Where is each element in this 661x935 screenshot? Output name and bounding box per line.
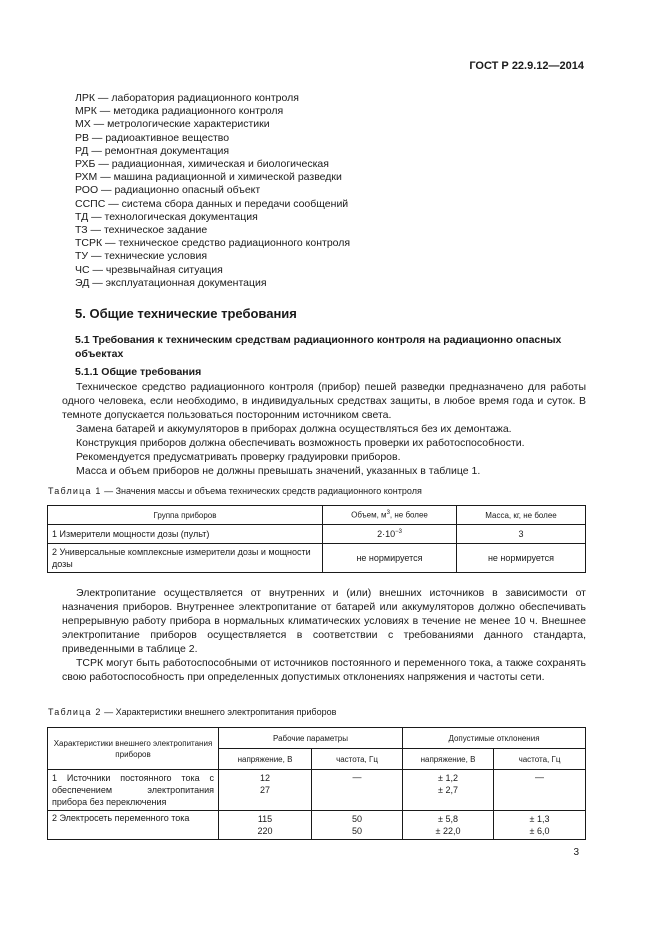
table1-cell-mass: 3 xyxy=(457,525,586,544)
table2-header-characteristic: Характеристики внешнего электропитания приборов xyxy=(48,728,219,770)
table2-cell-dev-voltage xyxy=(403,811,494,840)
table-row xyxy=(48,525,586,544)
table2-header-working: Рабочие параметры xyxy=(219,728,403,749)
value: ± 5,8 xyxy=(438,814,458,824)
table1-header-volume-base: Объем, м xyxy=(351,510,387,520)
table1-cell-group: 2 Универсальные комплексные измерители дозы и мощности дозы xyxy=(48,544,323,573)
table2 xyxy=(47,727,586,840)
table2-header-frequency: частота, Гц xyxy=(312,749,403,770)
value: — xyxy=(535,772,544,782)
paragraph: Масса и объем приборов не должны превышать значений, указанных в таблице 1. xyxy=(76,465,481,477)
abbreviation-item: ЛРК — лаборатория радиационного контроля xyxy=(75,92,299,104)
body-text-block-2 xyxy=(62,586,586,684)
abbreviation-item: РХБ — радиационная, химическая и биологическая xyxy=(75,158,329,171)
table2-caption xyxy=(48,707,336,717)
page-number: 3 xyxy=(573,847,579,858)
section-title: 5. Общие технические требования xyxy=(75,306,297,321)
body-text-block-1 xyxy=(62,380,586,478)
abbreviation-item: ТСРК — техническое средство радиационного контроля xyxy=(75,237,351,250)
table2-header-dev-frequency: частота, Гц xyxy=(494,749,586,770)
table2-cell-name: 2 Электросеть переменного тока xyxy=(48,811,219,840)
value: 115 xyxy=(257,814,273,824)
value: ± 1,2 xyxy=(438,773,458,783)
abbreviation-list xyxy=(75,92,350,290)
value: 220 xyxy=(257,826,273,836)
abbreviation-item: РД — ремонтная документация xyxy=(75,144,230,157)
abbreviation-item: ЭД — эксплуатационная документация xyxy=(75,276,267,289)
abbreviation-item: ССПС — система сбора данных и передачи сообщений xyxy=(75,197,349,210)
paragraph: Конструкция приборов должна обеспечивать возможность проверки их работоспособности. xyxy=(76,437,525,449)
value: 50 xyxy=(351,814,362,824)
abbreviation-item: ТЗ — техническое задание xyxy=(75,224,208,237)
volume-base: 2·10 xyxy=(377,529,396,539)
table-row xyxy=(48,770,586,811)
table-row xyxy=(48,811,586,840)
table-row xyxy=(48,544,586,573)
table2-caption-label: Таблица 2 xyxy=(48,707,102,717)
value: 50 xyxy=(351,826,362,836)
table2-header-dev-voltage: напряжение, В xyxy=(403,749,494,770)
paragraph: Рекомендуется предусматривать проверку градуировки приборов. xyxy=(76,451,401,463)
table1-cell-volume: не нормируется xyxy=(323,544,457,573)
paragraph: Электропитание осуществляется от внутренних и (или) внешних источников в зависимости от назначения приборов. Внутреннее электропитание от батарей или аккумуляторов должно обеспечивать непрерывную работу прибора в нормальных климатических условиях в течение не менее 10 ч. Внешнее электропитание приборов осуществляется в соответствии с требованиями данного стандарта, приведенными в таблице 2. xyxy=(62,587,586,655)
paragraph: Замена батарей и аккумуляторов в приборах должна осуществляться без их демонтажа. xyxy=(76,423,512,435)
abbreviation-item: РВ — радиоактивное вещество xyxy=(75,131,230,144)
table2-cell-dev-voltage xyxy=(403,770,494,811)
table2-cell-voltage xyxy=(219,770,312,811)
table1-header-volume xyxy=(323,506,457,525)
paragraph: Техническое средство радиационного контроля (прибор) пешей разведки предназначено для работы одного человека, если необходимо, в индивидуальных средствах защиты, в любое время года и суток. В темноте допускается пользоваться посторонним источником света. xyxy=(62,381,586,421)
value: ± 22,0 xyxy=(435,826,461,836)
table1-caption xyxy=(48,486,422,496)
table1-header-group: Группа приборов xyxy=(48,506,323,525)
value: ± 1,3 xyxy=(529,814,550,824)
abbreviation-item: РХМ — машина радиационной и химической разведки xyxy=(75,171,342,184)
volume-exponent: −3 xyxy=(395,529,402,535)
table2-cell-voltage xyxy=(219,811,312,840)
table1 xyxy=(47,505,586,573)
table2-header-voltage: напряжение, В xyxy=(219,749,312,770)
table1-cell-mass: не нормируется xyxy=(457,544,586,573)
table2-caption-text: — Характеристики внешнего электропитания приборов xyxy=(101,707,337,717)
table1-caption-text: — Значения массы и объема технических средств радиационного контроля xyxy=(101,486,422,496)
abbreviation-item: МХ — метрологические характеристики xyxy=(75,118,270,131)
subsection-title: 5.1 Требования к техническим средствам радиационного контроля на радиационно опасных объектах xyxy=(75,334,562,360)
table1-header-mass: Масса, кг, не более xyxy=(457,506,586,525)
table1-header-volume-sup: 3 xyxy=(386,510,390,517)
abbreviation-item: ЧС — чрезвычайная ситуация xyxy=(75,263,223,276)
subsubsection-title: 5.1.1 Общие требования xyxy=(75,366,202,378)
table2-header-deviations: Допустимые отклонения xyxy=(403,728,586,749)
value: — xyxy=(352,772,362,782)
value: 27 xyxy=(259,785,270,795)
value: 12 xyxy=(259,773,270,783)
standard-header: ГОСТ Р 22.9.12—2014 xyxy=(469,60,584,72)
paragraph: ТСРК могут быть работоспособными от источников постоянного и переменного тока, а также сохранять свою работоспособность при определенных допустимых отклонениях напряжения и частоты сети. xyxy=(62,657,586,683)
abbreviation-item: РОО — радиационно опасный объект xyxy=(75,184,261,197)
abbreviation-item: ТД — технологическая документация xyxy=(75,210,258,223)
abbreviation-item: МРК — методика радиационного контроля xyxy=(75,105,284,118)
table1-cell-volume xyxy=(323,525,457,544)
table2-cell-dev-frequency xyxy=(494,770,586,811)
table2-cell-frequency xyxy=(312,770,403,811)
table1-header-volume-tail: , не более xyxy=(389,510,428,520)
value: ± 6,0 xyxy=(529,826,550,836)
table2-cell-name: 1 Источники постоянного тока с обеспечением электропитания прибора без переключения xyxy=(48,770,219,811)
value: ± 2,7 xyxy=(438,785,458,795)
table2-cell-dev-frequency xyxy=(494,811,586,840)
table1-caption-label: Таблица 1 xyxy=(48,486,102,496)
table1-cell-group: 1 Измерители мощности дозы (пульт) xyxy=(48,525,323,544)
abbreviation-item: ТУ — технические условия xyxy=(75,250,208,263)
table2-cell-frequency xyxy=(312,811,403,840)
